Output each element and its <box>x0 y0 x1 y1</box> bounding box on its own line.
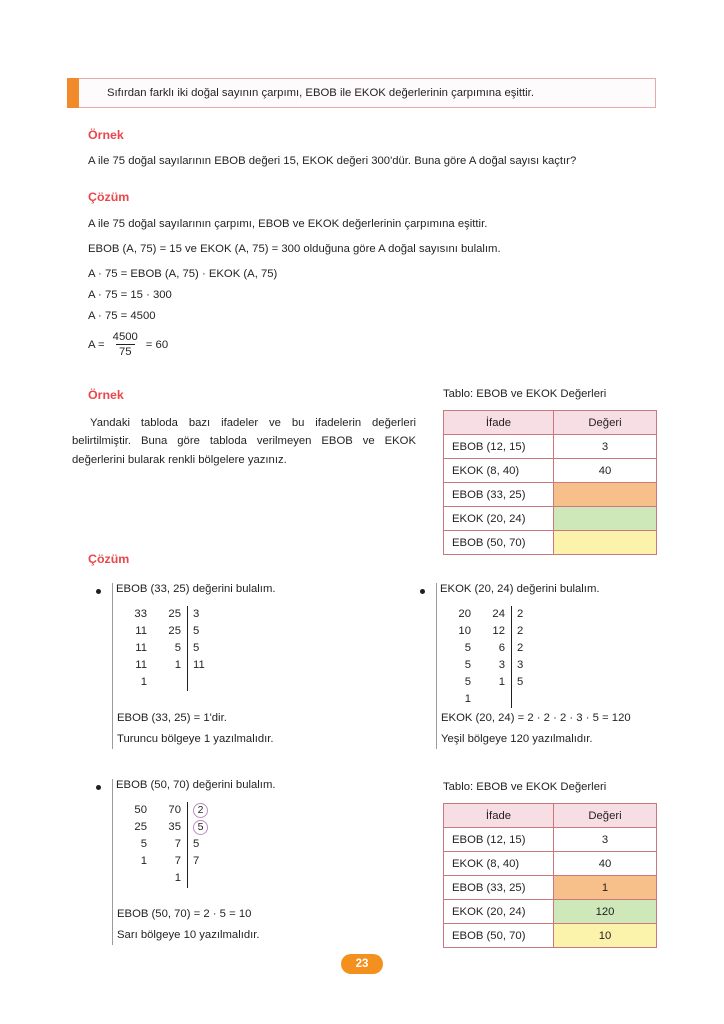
table-top-caption: Tablo: EBOB ve EKOK Değerleri <box>443 388 607 400</box>
page-number-badge: 23 <box>341 954 383 974</box>
table-bottom <box>443 803 657 948</box>
table-top-label-0: EBOB (12, 15) <box>444 435 554 459</box>
heading-cozum-2: Çözüm <box>88 552 130 566</box>
work-3-r3-b: 7 <box>174 855 181 867</box>
work-1-vertical-rule <box>112 583 113 749</box>
work-3-result: EBOB (50, 70) = 2 · 5 = 10 <box>117 908 252 920</box>
table-top-header-ifade: İfade <box>444 411 554 435</box>
work-1-r0-b: 25 <box>168 608 181 620</box>
solution-1-line-1: EBOB (A, 75) = 15 ve EKOK (A, 75) = 300 olduğuna göre A doğal sayısını bulalım. <box>88 243 501 255</box>
work-3-r0-b: 70 <box>168 804 181 816</box>
work-2-result: EKOK (20, 24) = 2 · 2 · 2 · 3 · 5 = 120 <box>441 712 631 724</box>
fraction-lhs: A = <box>88 338 105 351</box>
work-3-bullet-text: EBOB (50, 70) değerini bulalım. <box>116 779 276 791</box>
table-row <box>444 876 657 900</box>
work-3-r3-a: 1 <box>140 855 147 867</box>
bullet-dot-icon <box>96 589 101 594</box>
work-2-r1-b: 12 <box>492 625 505 637</box>
work-2-r3-b: 3 <box>498 659 505 671</box>
work-1-r2-c: 5 <box>193 642 200 654</box>
table-bottom-header-row <box>444 804 657 828</box>
fraction-denominator: 75 <box>116 344 135 358</box>
work-2-r4-c: 5 <box>517 676 524 688</box>
table-top-value-1: 40 <box>554 459 657 483</box>
work-2-r4-a: 5 <box>464 676 471 688</box>
work-3-division-line <box>187 802 188 888</box>
work-1-r3-b: 1 <box>174 659 181 671</box>
rule-accent-tab <box>67 78 79 108</box>
work-1-r2-a: 11 <box>135 642 147 654</box>
work-1-note: Turuncu bölgeye 1 yazılmalıdır. <box>117 733 274 745</box>
work-1-r3-c: 11 <box>193 659 205 671</box>
solution-1-line-4: A · 75 = 4500 <box>88 310 156 322</box>
work-3-r4-b: 1 <box>174 872 181 884</box>
table-top <box>443 410 657 555</box>
table-row <box>444 435 657 459</box>
table-row <box>444 483 657 507</box>
table-top-value-3[interactable] <box>554 507 657 531</box>
work-2-note: Yeşil bölgeye 120 yazılmalıdır. <box>441 733 593 745</box>
heading-ornek-2: Örnek <box>88 388 124 402</box>
example-2-question: Yandaki tabloda bazı ifadeler ve bu ifadelerin değerleri belirtilmiştir. Buna göre tabloda verilmeyen EBOB ve EKOK değerlerini bularak renkli bölgelere yazınız. <box>72 417 416 466</box>
work-1-r0-a: 33 <box>134 608 147 620</box>
rule-callout-box <box>68 78 656 108</box>
work-3-r0-a: 50 <box>134 804 147 816</box>
work-2-r1-c: 2 <box>517 625 524 637</box>
solution-1-line-2: A · 75 = EBOB (A, 75) · EKOK (A, 75) <box>88 268 278 280</box>
table-top-header-row <box>444 411 657 435</box>
work-3-r2-c: 5 <box>193 838 200 850</box>
table-bottom-label-4: EBOB (50, 70) <box>444 924 554 948</box>
work-2-r2-a: 5 <box>464 642 471 654</box>
table-bottom-value-2: 1 <box>554 876 657 900</box>
work-1-r4-a: 1 <box>140 676 147 688</box>
work-2-bullet-text: EKOK (20, 24) değerini bulalım. <box>440 583 600 595</box>
solution-1-fraction <box>88 331 168 358</box>
work-1-r1-a: 11 <box>135 625 147 637</box>
table-bottom-value-3: 120 <box>554 900 657 924</box>
work-1-r1-c: 5 <box>193 625 200 637</box>
work-2-r0-c: 2 <box>517 608 524 620</box>
table-bottom-value-0: 3 <box>554 828 657 852</box>
heading-ornek-1: Örnek <box>88 128 124 142</box>
table-bottom-header-ifade: İfade <box>444 804 554 828</box>
table-row <box>444 531 657 555</box>
work-1-r0-c: 3 <box>193 608 200 620</box>
work-2-r5-a: 1 <box>464 693 471 705</box>
work-3-r2-b: 7 <box>174 838 181 850</box>
table-bottom-label-2: EBOB (33, 25) <box>444 876 554 900</box>
table-top-value-4[interactable] <box>554 531 657 555</box>
table-top-label-3: EKOK (20, 24) <box>444 507 554 531</box>
work-1-r3-a: 11 <box>135 659 147 671</box>
fraction-rhs: = 60 <box>145 338 169 351</box>
work-1-result: EBOB (33, 25) = 1'dir. <box>117 712 227 724</box>
work-3-r0-c-circled: 2 <box>193 803 208 818</box>
rule-text: Sıfırdan farklı iki doğal sayının çarpımı, EBOB ile EKOK değerlerinin çarpımına eşittir. <box>107 86 534 99</box>
work-2-division-line <box>511 606 512 708</box>
work-3-r3-c: 7 <box>193 855 200 867</box>
table-row <box>444 852 657 876</box>
work-1-bullet-text: EBOB (33, 25) değerini bulalım. <box>116 583 276 595</box>
table-bottom-value-1: 40 <box>554 852 657 876</box>
table-bottom-value-4: 10 <box>554 924 657 948</box>
table-top-value-2[interactable] <box>554 483 657 507</box>
solution-1-line-3: A · 75 = 15 · 300 <box>88 289 172 301</box>
bullet-dot-icon <box>96 785 101 790</box>
work-2-r2-b: 6 <box>498 642 505 654</box>
example-1-question: A ile 75 doğal sayılarının EBOB değeri 15, EKOK değeri 300'dür. Buna göre A doğal sayısı kaçtır? <box>88 155 577 167</box>
table-bottom-label-1: EKOK (8, 40) <box>444 852 554 876</box>
work-2-r0-b: 24 <box>492 608 505 620</box>
work-3-note: Sarı bölgeye 10 yazılmalıdır. <box>117 929 260 941</box>
work-2-r3-a: 5 <box>464 659 471 671</box>
table-row <box>444 828 657 852</box>
work-3-vertical-rule <box>112 779 113 945</box>
work-3-r1-c-circled: 5 <box>193 820 208 835</box>
table-top-label-4: EBOB (50, 70) <box>444 531 554 555</box>
table-row <box>444 900 657 924</box>
work-1-division-line <box>187 606 188 691</box>
table-row <box>444 507 657 531</box>
work-3-r1-b: 35 <box>168 821 181 833</box>
table-row <box>444 459 657 483</box>
table-top-label-2: EBOB (33, 25) <box>444 483 554 507</box>
table-row <box>444 924 657 948</box>
bullet-dot-icon <box>420 589 425 594</box>
table-bottom-caption: Tablo: EBOB ve EKOK Değerleri <box>443 781 607 793</box>
table-bottom-label-3: EKOK (20, 24) <box>444 900 554 924</box>
heading-cozum-1: Çözüm <box>88 190 130 204</box>
work-1-r2-b: 5 <box>174 642 181 654</box>
work-2-r3-c: 3 <box>517 659 524 671</box>
work-3-r2-a: 5 <box>140 838 147 850</box>
work-2-r1-a: 10 <box>458 625 471 637</box>
work-2-r0-a: 20 <box>458 608 471 620</box>
fraction-numerator: 4500 <box>112 331 138 343</box>
work-2-r4-b: 1 <box>498 676 505 688</box>
table-bottom-label-0: EBOB (12, 15) <box>444 828 554 852</box>
work-3-r1-a: 25 <box>134 821 147 833</box>
work-1-r1-b: 25 <box>168 625 181 637</box>
work-2-vertical-rule <box>436 583 437 749</box>
table-top-header-degeri: Değeri <box>554 411 657 435</box>
table-bottom-header-degeri: Değeri <box>554 804 657 828</box>
table-top-value-0: 3 <box>554 435 657 459</box>
table-top-label-1: EKOK (8, 40) <box>444 459 554 483</box>
work-2-r2-c: 2 <box>517 642 524 654</box>
solution-1-line-0: A ile 75 doğal sayılarının çarpımı, EBOB ve EKOK değerlerinin çarpımına eşittir. <box>88 218 488 230</box>
